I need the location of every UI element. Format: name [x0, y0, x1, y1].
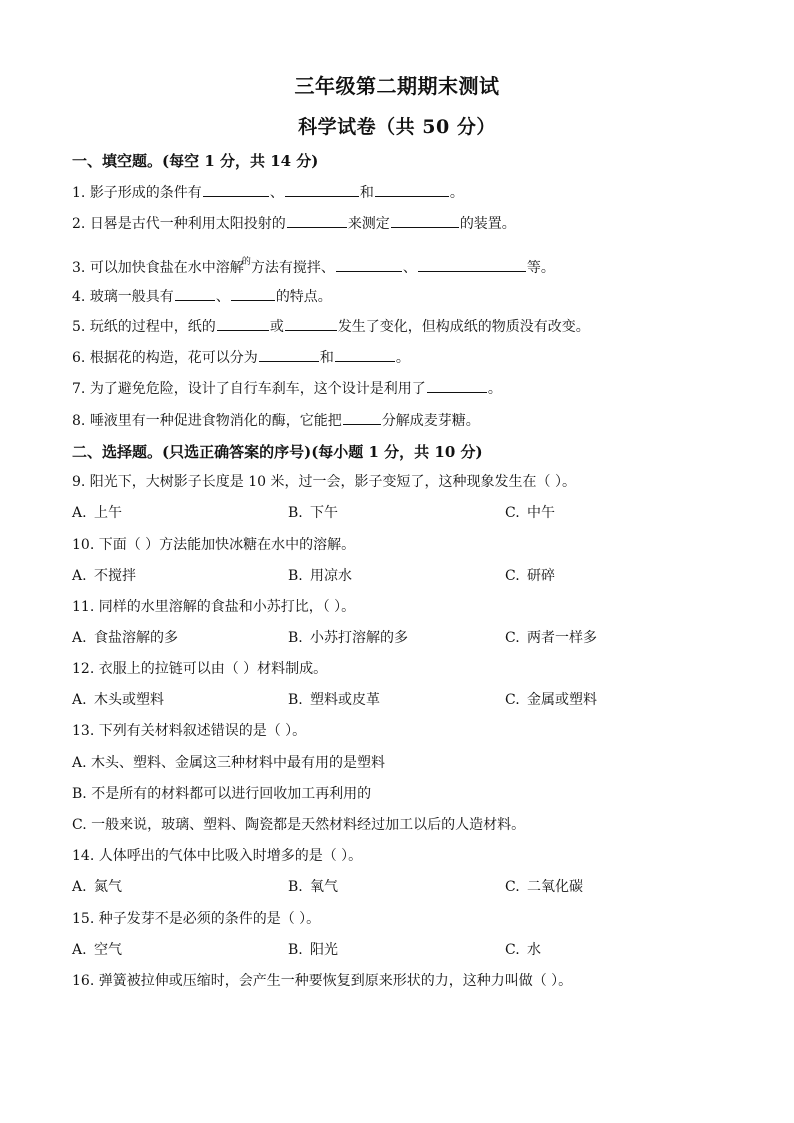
question-number: 7. [72, 381, 86, 397]
answer-blank[interactable] [287, 213, 347, 228]
option-c[interactable] [505, 566, 555, 586]
question-text: 根据花的构造，花可以分为 [89, 350, 258, 366]
option-text: 氧气 [310, 879, 338, 895]
option-a[interactable] [72, 503, 122, 523]
fill-question-7 [72, 378, 502, 399]
option-letter: A. [72, 692, 87, 708]
option-letter: C. [505, 630, 520, 646]
option-c[interactable] [505, 690, 597, 710]
question-number: 6. [72, 350, 86, 366]
option-text: 二氧化碳 [527, 879, 583, 895]
question-text: 可以加快食盐在水中溶解 [89, 260, 244, 276]
question-text: 或 [269, 319, 284, 335]
option-a[interactable] [72, 566, 136, 586]
question-text: 、 [215, 289, 230, 305]
answer-blank[interactable] [175, 286, 215, 301]
option-b[interactable] [288, 503, 338, 523]
option-c[interactable] [505, 628, 597, 648]
fill-question-8 [72, 410, 480, 431]
fill-question-4 [72, 286, 332, 307]
option-letter: B. [288, 505, 303, 521]
option-text: 阳光 [310, 942, 338, 958]
answer-blank[interactable] [343, 410, 381, 425]
section-choice-heading: 二、选择题。(只选正确答案的序号)(每小题 1 分，共 10 分) [72, 443, 483, 461]
option-letter: A. [72, 942, 87, 958]
option-letter: C. [505, 879, 520, 895]
fill-question-6 [72, 347, 410, 368]
exam-subtitle: 科学试卷（共 50 分） [298, 116, 496, 138]
choice-question-14: 14. 人体呼出的气体中比吸入时增多的是（ ）。 [72, 848, 363, 864]
option-letter: B. [288, 692, 303, 708]
question-text: 为了避免危险，设计了自行车刹车，这个设计是利用了 [89, 381, 426, 397]
question-text: 的装置。 [459, 216, 516, 232]
option-text: 不搅拌 [94, 568, 136, 584]
option-letter: C. [505, 692, 520, 708]
option-letter: B. [288, 630, 303, 646]
option-a[interactable] [72, 690, 164, 710]
option-b[interactable]: B. 不是所有的材料都可以进行回收加工再利用的 [72, 786, 372, 802]
question-text: 分解成麦芽糖。 [381, 413, 480, 429]
question-text: 方法有搅拌、 [250, 260, 335, 276]
option-b[interactable] [288, 940, 338, 960]
question-text: 、 [269, 185, 284, 201]
option-letter: A. [72, 505, 87, 521]
choice-question-12: 12. 衣服上的拉链可以由（ ）材料制成。 [72, 661, 328, 677]
option-letter: C. [505, 568, 520, 584]
question-text: 影子形成的条件有 [89, 185, 202, 201]
question-text: 的特点。 [275, 289, 332, 305]
section-fill-blank-heading: 一、填空题。(每空 1 分，共 14 分) [72, 152, 319, 170]
fill-question-3 [72, 252, 555, 278]
answer-blank[interactable] [336, 257, 402, 272]
option-text: 用凉水 [310, 568, 352, 584]
answer-blank[interactable] [203, 182, 269, 197]
option-text: 小苏打溶解的多 [310, 630, 408, 646]
option-a[interactable] [72, 940, 122, 960]
fill-question-5 [72, 316, 590, 337]
option-text: 上午 [94, 505, 122, 521]
option-c[interactable] [505, 503, 555, 523]
option-letter: C. [505, 505, 520, 521]
option-letter: B. [288, 942, 303, 958]
option-letter: B. [288, 568, 303, 584]
option-text: 中午 [527, 505, 555, 521]
option-a[interactable] [72, 628, 178, 648]
answer-blank[interactable] [418, 257, 526, 272]
choice-question-9: 9. 阳光下，大树影子长度是 10 米，过一会，影子变短了，这种现象发生在（ ）。 [72, 474, 576, 490]
question-text: 。 [487, 381, 502, 397]
question-text: 唾液里有一种促进食物消化的酶，它能把 [89, 413, 342, 429]
superscript-char: 的 [241, 257, 251, 267]
option-b[interactable] [288, 690, 380, 710]
option-letter: A. [72, 879, 87, 895]
question-text: 日晷是古代一种利用太阳投射的 [89, 216, 286, 232]
question-number: 5. [72, 319, 86, 335]
question-text: 发生了变化，但构成纸的物质没有改变。 [337, 319, 590, 335]
fill-question-1 [72, 182, 464, 203]
question-text: 来测定 [347, 216, 390, 232]
answer-blank[interactable] [391, 213, 459, 228]
option-letter: C. [505, 942, 520, 958]
choice-question-15: 15. 种子发芽不是必须的条件的是（ ）。 [72, 911, 321, 927]
choice-question-13: 13. 下列有关材料叙述错误的是（ ）。 [72, 723, 307, 739]
option-c[interactable] [505, 877, 583, 897]
option-letter: A. [72, 630, 87, 646]
question-text: 玩纸的过程中，纸的 [89, 319, 216, 335]
option-text: 空气 [94, 942, 122, 958]
option-b[interactable] [288, 877, 338, 897]
question-text: 。 [395, 350, 410, 366]
answer-blank[interactable] [375, 182, 449, 197]
question-number: 4. [72, 289, 86, 305]
answer-blank[interactable] [285, 316, 337, 331]
option-letter: B. [288, 879, 303, 895]
option-text: 食盐溶解的多 [94, 630, 178, 646]
answer-blank[interactable] [231, 286, 275, 301]
question-number: 8. [72, 413, 86, 429]
choice-question-10: 10. 下面（ ）方法能加快冰糖在水中的溶解。 [72, 537, 356, 553]
answer-blank[interactable] [335, 347, 395, 362]
option-text: 水 [527, 942, 541, 958]
exam-title: 三年级第二期期末测试 [294, 74, 500, 98]
question-text: 玻璃一般具有 [89, 289, 174, 305]
question-number: 1. [72, 185, 86, 201]
question-text: 等。 [526, 260, 555, 276]
option-b[interactable] [288, 628, 408, 648]
question-text: 、 [402, 260, 417, 276]
option-text: 下午 [310, 505, 338, 521]
question-number: 2. [72, 216, 86, 232]
answer-blank[interactable] [285, 182, 359, 197]
option-a[interactable]: A. 木头、塑料、金属这三种材料中最有用的是塑料 [72, 755, 386, 771]
option-a[interactable] [72, 877, 122, 897]
answer-blank[interactable] [427, 378, 487, 393]
option-text: 木头或塑料 [94, 692, 164, 708]
question-text: 和 [359, 185, 374, 201]
option-text: 金属或塑料 [527, 692, 597, 708]
fill-question-2 [72, 213, 516, 234]
question-text: 。 [449, 185, 464, 201]
option-text: 研碎 [527, 568, 555, 584]
choice-question-11: 11. 同样的水里溶解的食盐和小苏打比，（ ）。 [72, 599, 356, 615]
option-letter: A. [72, 568, 87, 584]
answer-blank[interactable] [217, 316, 269, 331]
option-text: 两者一样多 [527, 630, 597, 646]
option-c[interactable] [505, 940, 541, 960]
option-c[interactable]: C. 一般来说，玻璃、塑料、陶瓷都是天然材料经过加工以后的人造材料。 [72, 817, 526, 833]
option-text: 氮气 [94, 879, 122, 895]
option-b[interactable] [288, 566, 352, 586]
choice-question-16: 16. 弹簧被拉伸或压缩时，会产生一种要恢复到原来形状的力，这种力叫做（ ）。 [72, 973, 573, 989]
question-number: 3. [72, 260, 86, 276]
option-text: 塑料或皮革 [310, 692, 380, 708]
question-text: 和 [319, 350, 334, 366]
answer-blank[interactable] [259, 347, 319, 362]
